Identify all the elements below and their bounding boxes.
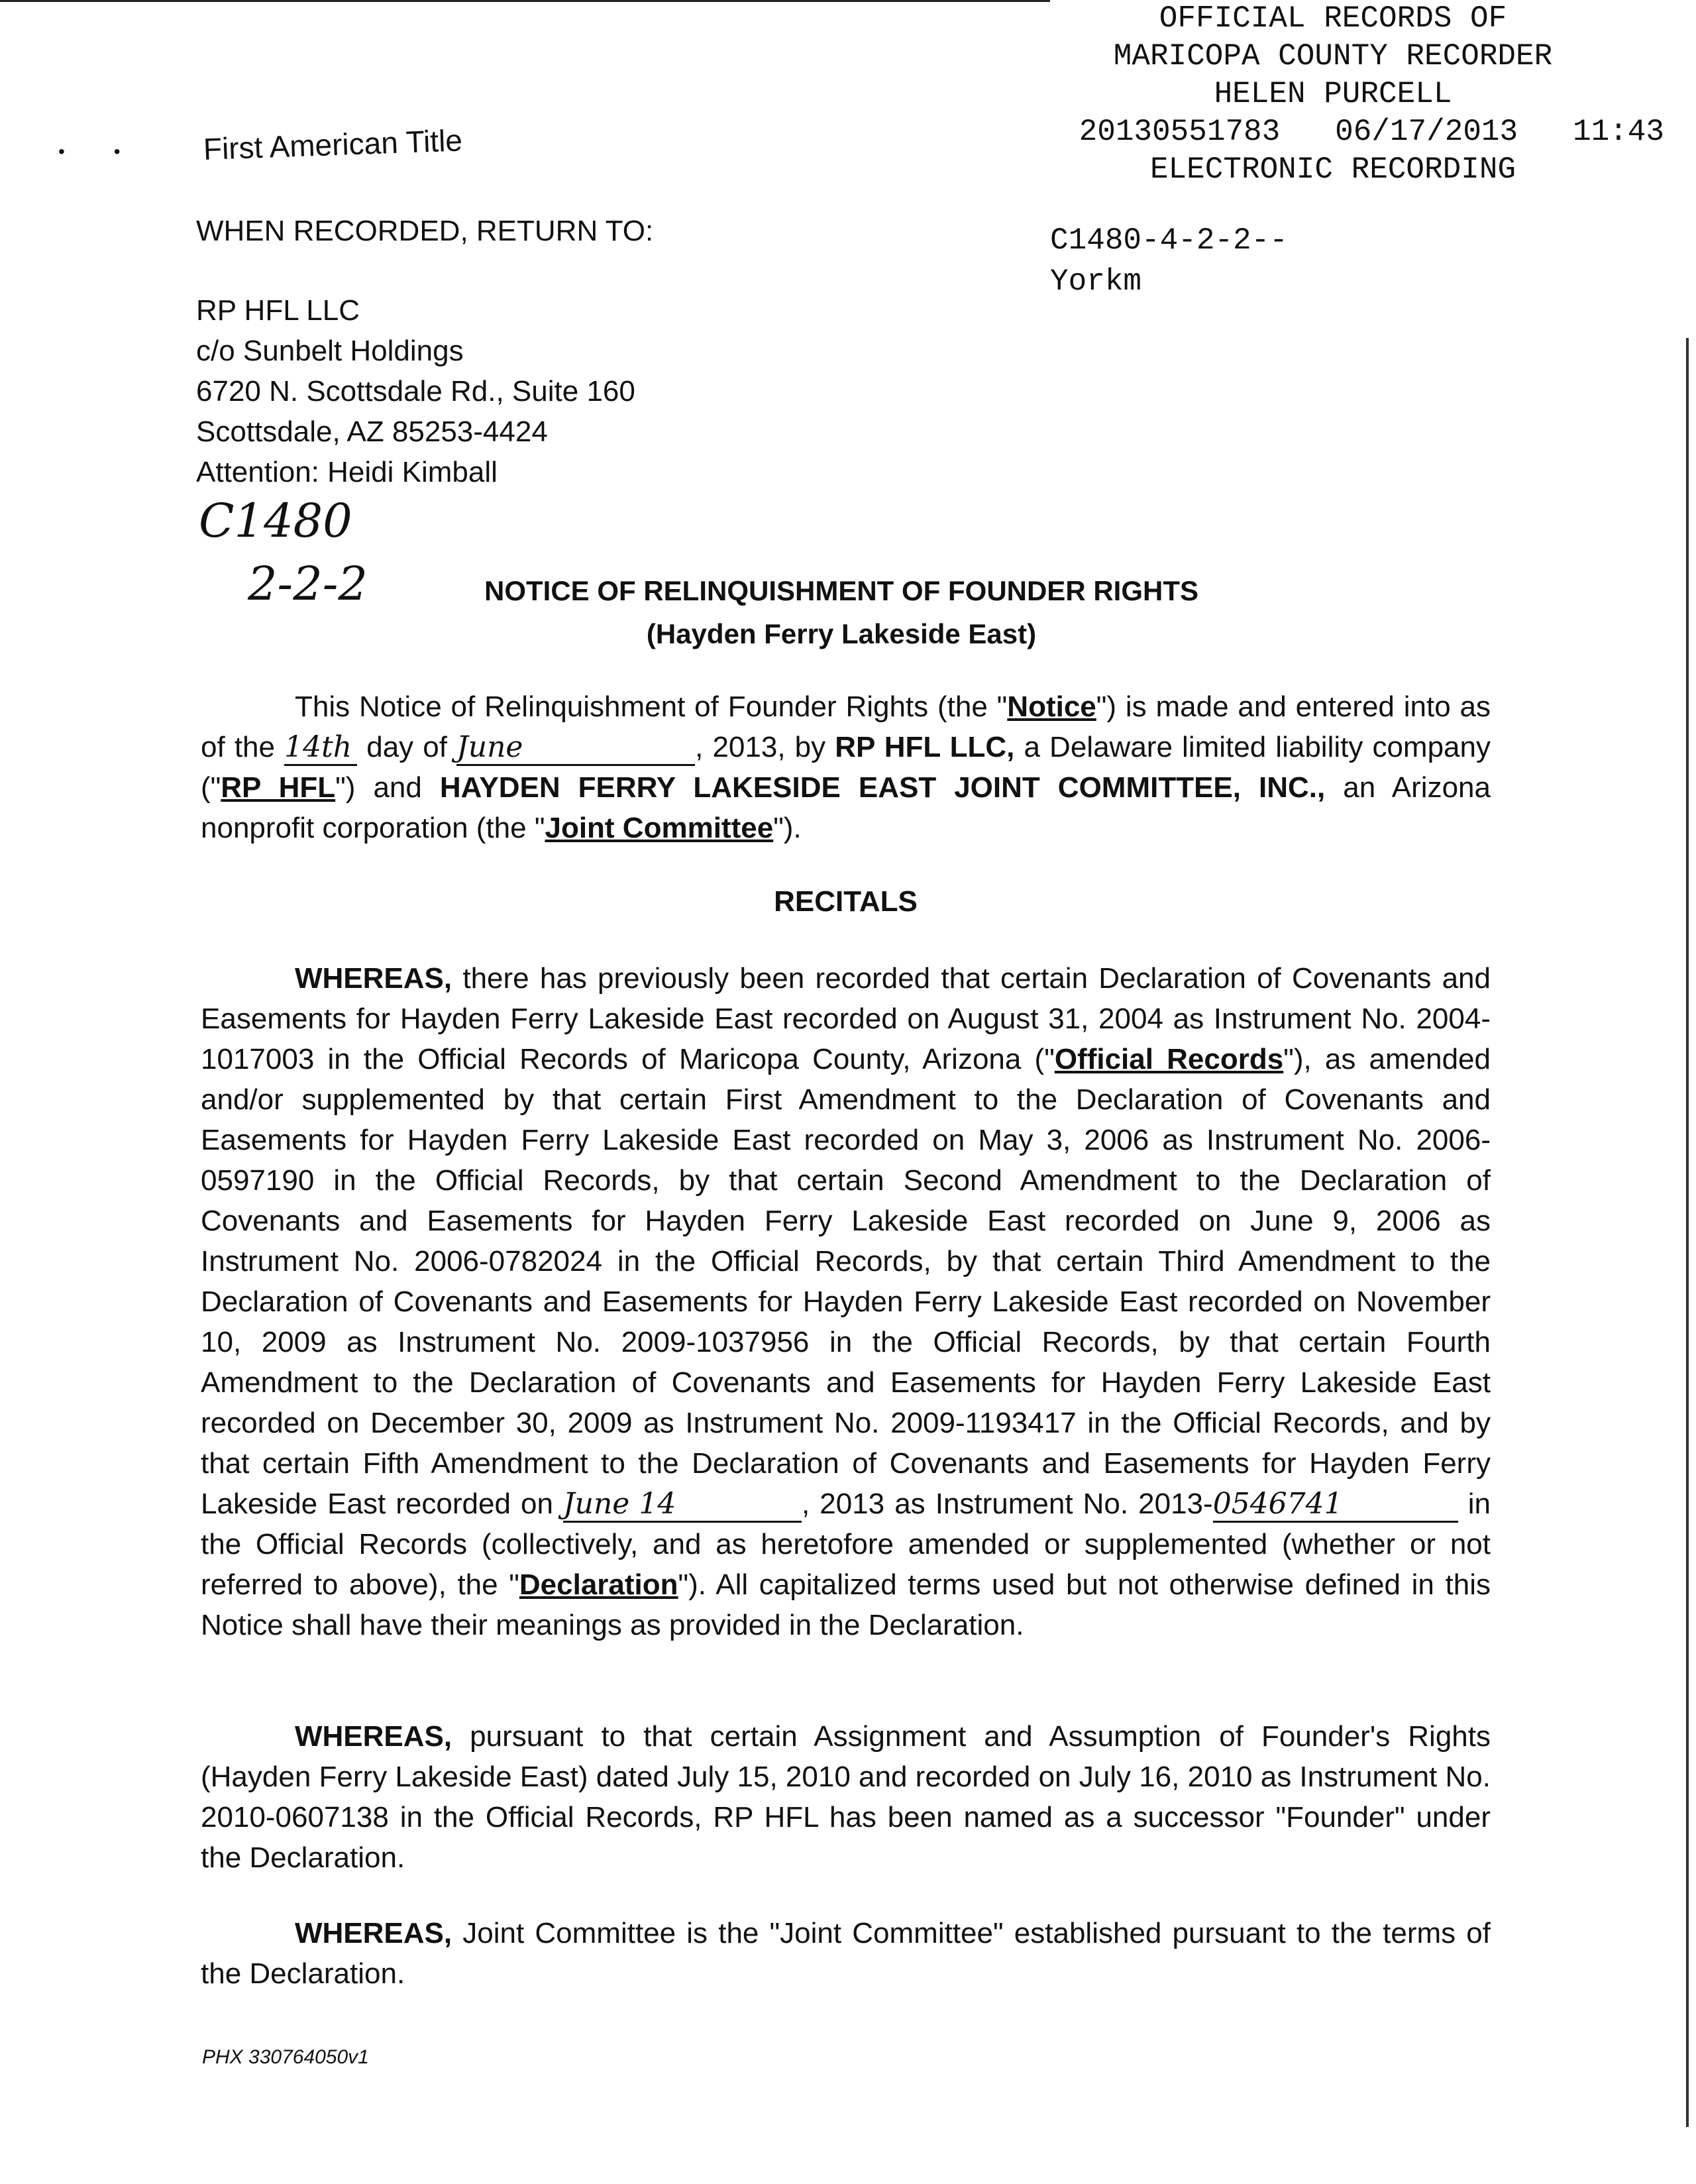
stamp-line-1: OFFICIAL RECORDS OF — [1159, 1, 1507, 36]
party-joint-committee: HAYDEN FERRY LAKESIDE EAST JOINT COMMITTEE, INC., — [439, 771, 1326, 804]
handwritten-note-2: 2-2-2 — [248, 557, 368, 611]
scan-dots: •• — [58, 141, 170, 162]
whereas-3: WHEREAS, — [295, 1917, 452, 1949]
whereas-1: WHEREAS, — [295, 962, 452, 995]
stamp-time: 11:43 — [1572, 115, 1664, 149]
handwritten-month: June — [456, 731, 695, 766]
stamp-code: C1480-4-2-2-- — [1050, 223, 1288, 258]
handwritten-recorded-date: June 14 — [563, 1488, 802, 1523]
return-label: WHEN RECORDED, RETURN TO: — [196, 215, 654, 247]
address-line-3: 6720 N. Scottsdale Rd., Suite 160 — [196, 375, 635, 408]
term-declaration: Declaration — [519, 1568, 678, 1601]
intro-paragraph: This Notice of Relinquishment of Founder Rights (the "Notice") is made and entered into as of the 14th day of June , 2013, by RP HFL LLC, a Delaware limited liability company ("RP HFL") and HAYDEN FERRY LAKESIDE EAST JOINT COMMITTEE, INC., an Arizona nonprofit corporation (the "Joint Committee"). — [201, 690, 1491, 844]
term-joint-committee: Joint Committee — [545, 812, 774, 844]
recording-stamp — [1002, 0, 1664, 189]
document-subtitle: (Hayden Ferry Lakeside East) — [646, 618, 1037, 649]
stamp-number-line — [1002, 113, 1664, 151]
recital-paragraph-2: WHEREAS, pursuant to that certain Assignment and Assumption of Founder's Rights (Hayden Ferry Lakeside East) dated July 15, 2010 and recorded on July 16, 2010 as Instrument No. 2010-0607138 in the Official Records, RP HFL has been named as a successor "Founder" under the Declaration. — [201, 1720, 1491, 1874]
address-line-4: Scottsdale, AZ 85253-4424 — [196, 415, 548, 448]
return-address — [196, 290, 635, 492]
stamp-number: 20130551783 — [1079, 115, 1281, 149]
stamp-date: 06/17/2013 — [1335, 115, 1518, 149]
address-line-1: RP HFL LLC — [196, 294, 360, 327]
stamp-line-3: HELEN PURCELL — [1214, 77, 1452, 111]
stamp-line-2: MARICOPA COUNTY RECORDER — [1113, 39, 1553, 74]
handwritten-instrument-number: 0546741 — [1213, 1488, 1458, 1523]
recital-paragraph-3: WHEREAS, Joint Committee is the "Joint Committee" established pursuant to the terms of the Declaration. — [201, 1917, 1491, 1990]
document-id-footer: PHX 330764050v1 — [202, 2046, 369, 2068]
whereas-2: WHEREAS, — [295, 1720, 452, 1753]
handwritten-note-1: C1480 — [199, 494, 352, 548]
term-official-records: Official Records — [1054, 1043, 1284, 1075]
right-scan-edge — [1686, 338, 1689, 2127]
handwritten-day: 14th — [284, 731, 357, 766]
term-rp-hfl: RP HFL — [221, 771, 336, 804]
stamp-line-5: ELECTRONIC RECORDING — [1149, 152, 1516, 187]
recital-paragraph-1: WHEREAS, there has previously been recorded that certain Declaration of Covenants and Easements for Hayden Ferry Lakeside East recorded on August 31, 2004 as Instrument No. 2004-1017003 in the Official Records of Maricopa County, Arizona ("Official Records"), as amended and/or supplemented by that certain First Amendment to the Declaration of Covenants and Easements for Hayden Ferry Lakeside East recorded on May 3, 2006 as Instrument No. 2006-0597190 in the Official Records, by that certain Second Amendment to the Declaration of Covenants and Easements for Hayden Ferry Lakeside East recorded on June 9, 2006 as Instrument No. 2006-0782024 in the Official Records, by that certain Third Amendment to the Declaration of Covenants and Easements for Hayden Ferry Lakeside East recorded on November 10, 2009 as Instrument No. 2009-1037956 in the Official Records, by that certain Fourth Amendment to the Declaration of Covenants and Easements for Hayden Ferry Lakeside East recorded on December 30, 2009 as Instrument No. 2009-1193417 in the Official Records, and by that certain Fifth Amendment to the Declaration of Covenants and Easements for Hayden Ferry Lakeside East recorded on June 14 , 2013 as Instrument No. 2013-0546741 in the Official Records (collectively, and as heretofore amended or supplemented (whether or not referred to above), the "Declaration"). All capitalized terms used but not otherwise defined in this Notice shall have their meanings as provided in the Declaration. — [201, 962, 1491, 1641]
term-notice: Notice — [1007, 690, 1096, 723]
stamp-clerk: Yorkm — [1050, 264, 1142, 299]
title-company-logo: First American Title — [203, 123, 463, 166]
document-title: NOTICE OF RELINQUISHMENT OF FOUNDER RIGHTS — [484, 575, 1198, 606]
stamp-code-block — [1050, 220, 1288, 302]
address-line-2: c/o Sunbelt Holdings — [196, 335, 464, 367]
party-rp-llc: RP HFL LLC, — [835, 731, 1015, 763]
recitals-heading: RECITALS — [774, 885, 918, 918]
address-line-5: Attention: Heidi Kimball — [196, 456, 498, 488]
top-rule — [0, 0, 1050, 2]
